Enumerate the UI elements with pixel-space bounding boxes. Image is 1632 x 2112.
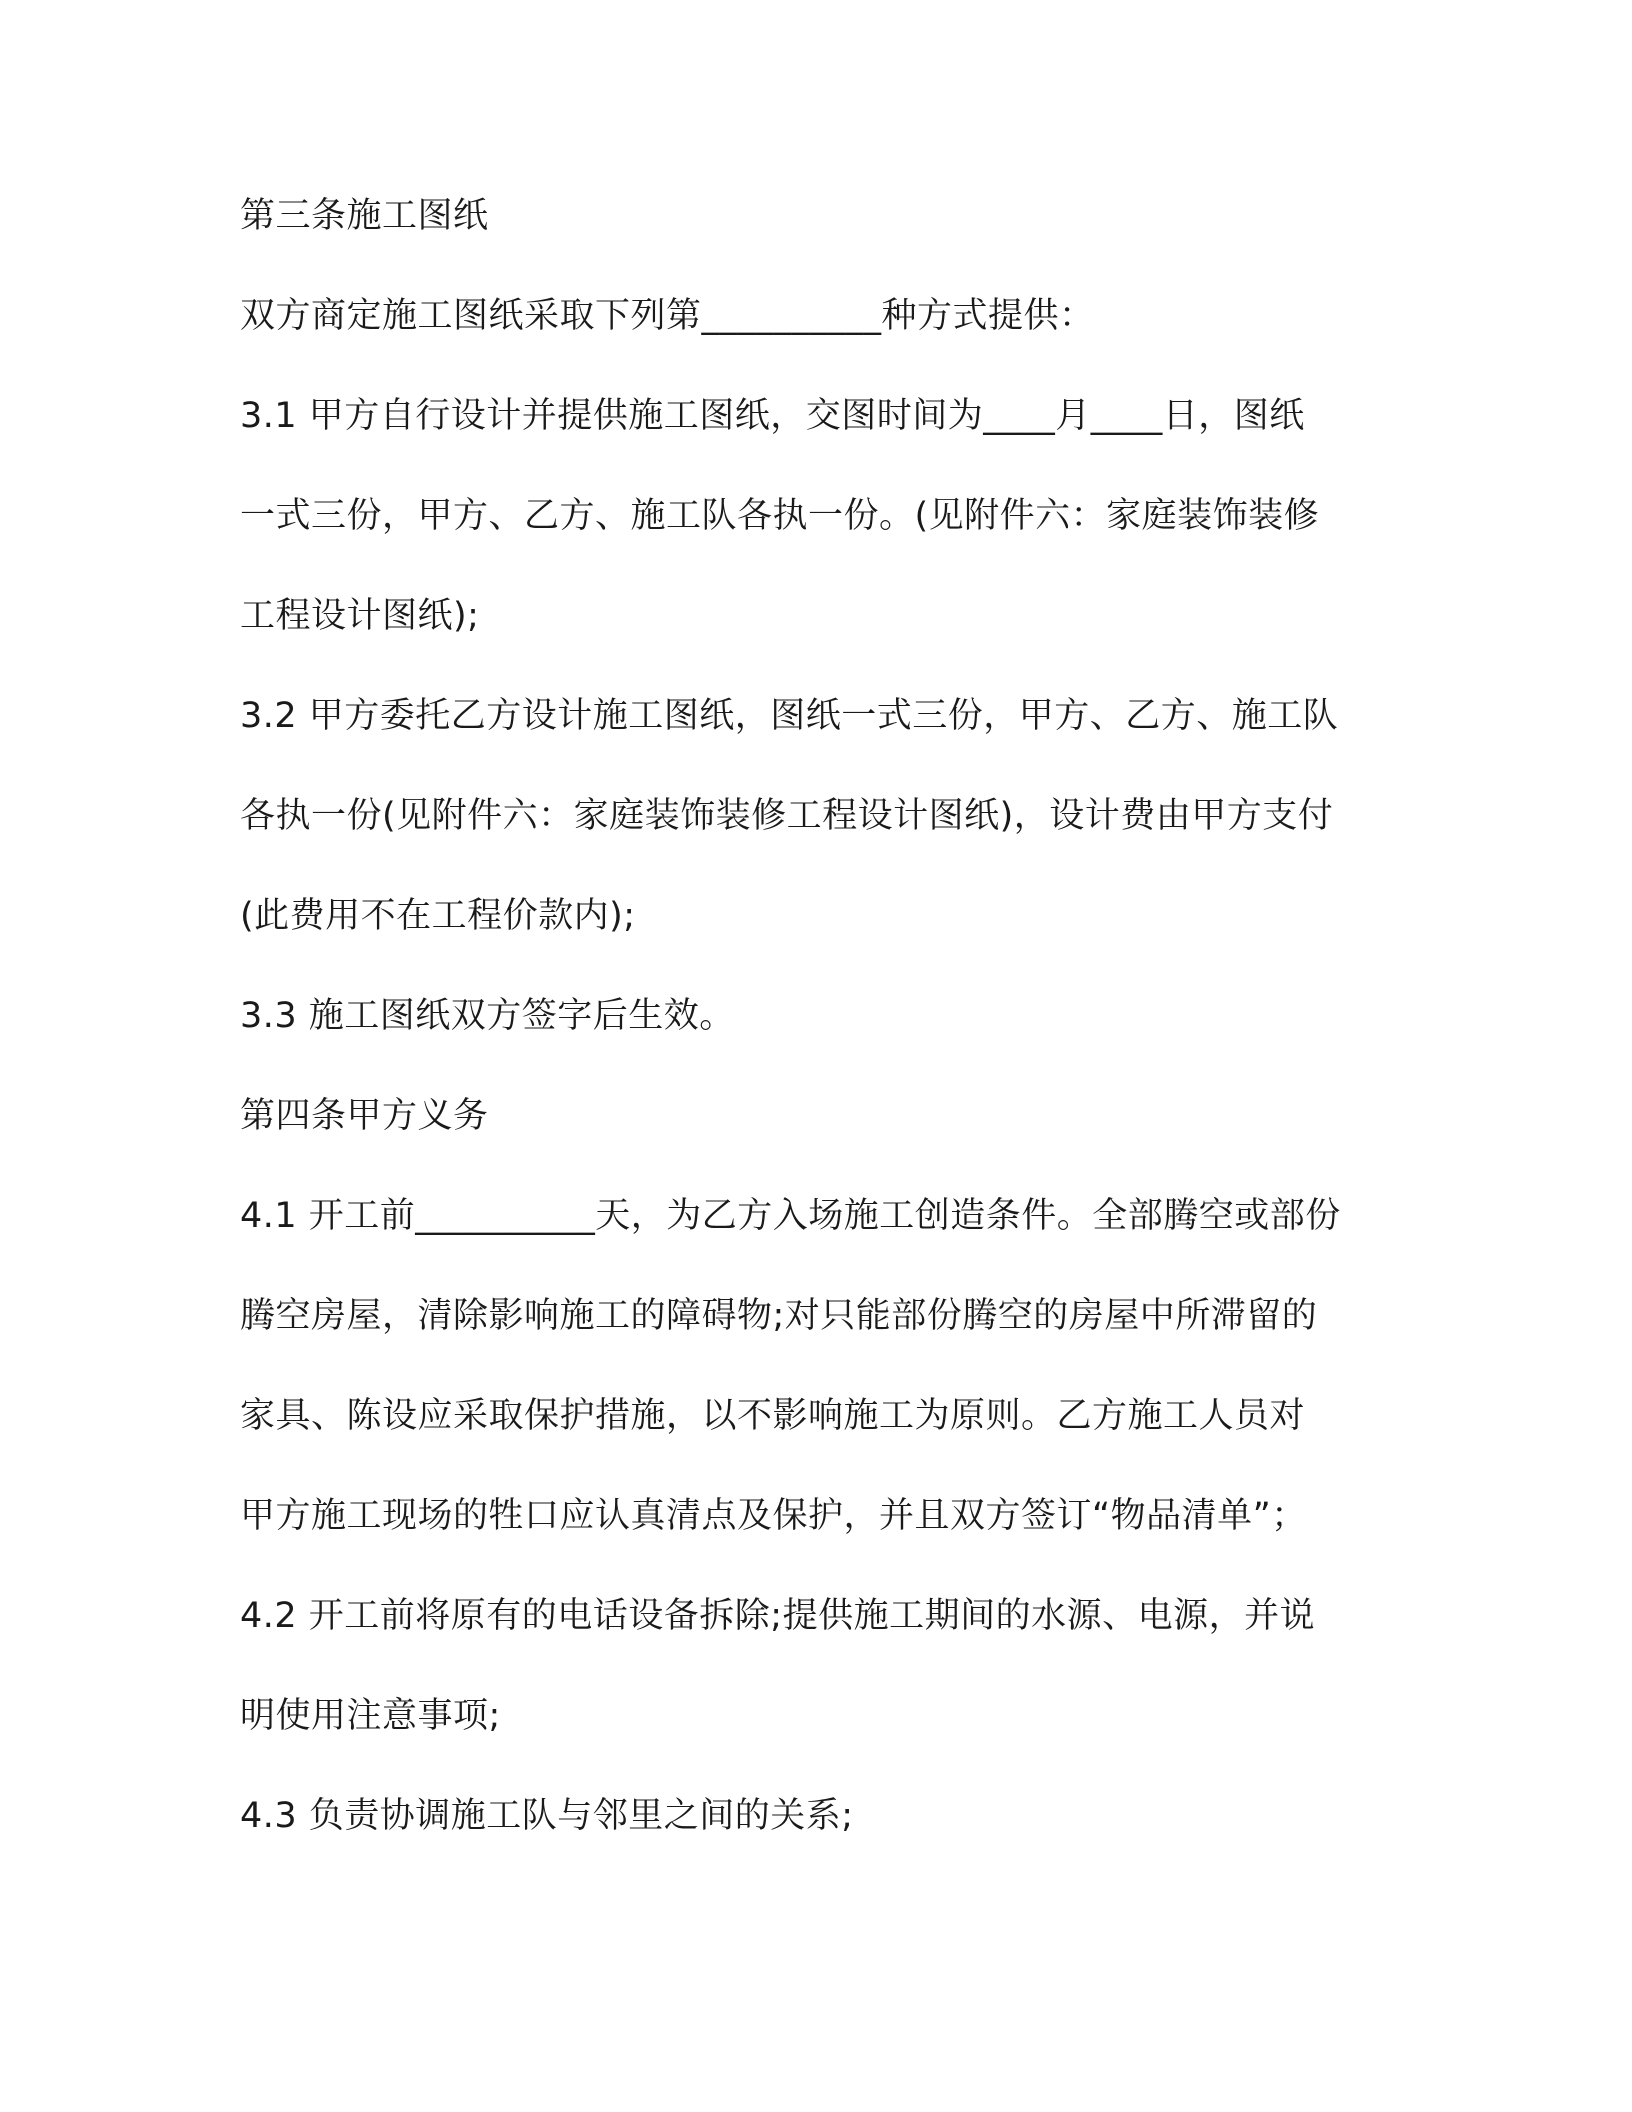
- text-line: 腾空房屋，清除影响施工的障碍物;对只能部份腾空的房屋中所滞留的: [240, 1296, 1318, 1336]
- clause-3-1: 3.1 甲方自行设计并提供施工图纸，交图时间为____月____日，图纸: [240, 396, 1305, 436]
- clause-4-3: 4.3 负责协调施工队与邻里之间的关系;: [240, 1796, 854, 1836]
- section-heading-article-4: 第四条甲方义务: [240, 1096, 489, 1136]
- text-line: 甲方施工现场的牲口应认真清点及保护，并且双方签订“物品清单”；: [240, 1496, 1307, 1536]
- text-line: 双方商定施工图纸采取下列第__________种方式提供：: [240, 296, 1095, 336]
- section-heading-article-3: 第三条施工图纸: [240, 196, 489, 236]
- text-line: 工程设计图纸);: [240, 596, 480, 636]
- text-line: 一式三份，甲方、乙方、施工队各执一份。(见附件六：家庭装饰装修: [240, 496, 1320, 536]
- text-line: 家具、陈设应采取保护措施，以不影响施工为原则。乙方施工人员对: [240, 1396, 1306, 1436]
- clause-4-1: 4.1 开工前__________天，为乙方入场施工创造条件。全部腾空或部份: [240, 1196, 1341, 1236]
- clause-4-2: 4.2 开工前将原有的电话设备拆除;提供施工期间的水源、电源，并说: [240, 1596, 1316, 1636]
- clause-3-3: 3.3 施工图纸双方签字后生效。: [240, 996, 735, 1036]
- text-line: (此费用不在工程价款内);: [240, 896, 636, 936]
- text-line: 各执一份(见附件六：家庭装饰装修工程设计图纸)，设计费由甲方支付: [240, 796, 1334, 836]
- clause-3-2: 3.2 甲方委托乙方设计施工图纸，图纸一式三份，甲方、乙方、施工队: [240, 696, 1339, 736]
- text-line: 明使用注意事项;: [240, 1696, 501, 1736]
